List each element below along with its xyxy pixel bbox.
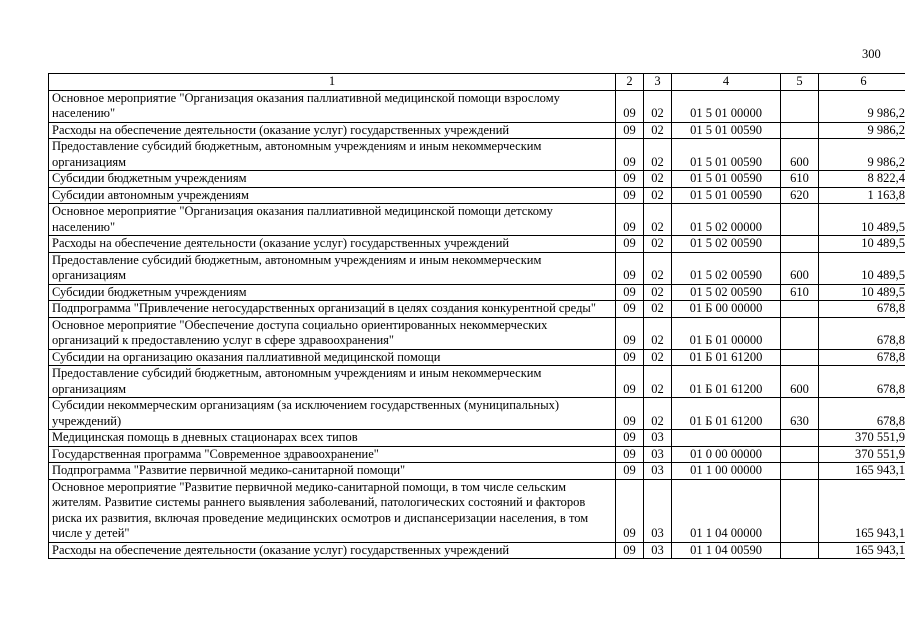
row-expense-type: 620 (781, 187, 819, 204)
table-row (49, 236, 905, 253)
row-name: Субсидии бюджетным учреждениям (49, 171, 616, 188)
row-section: 09 (616, 284, 644, 301)
row-expense-type: 610 (781, 171, 819, 188)
row-target-code: 01 5 01 00590 (672, 187, 781, 204)
row-name: Основное мероприятие "Развитие первичной медико-санитарной помощи, в том числе сельским жителям. Развитие системы раннего выявления заболеваний, патологических состояний и факторов риска их развития, включая проведение медицинских осмотров и диспансеризации населения, в том числе у детей" (49, 479, 616, 542)
row-amount: 10 489,5 (819, 236, 905, 253)
row-section: 09 (616, 317, 644, 349)
row-expense-type: 600 (781, 366, 819, 398)
row-subsection: 02 (644, 90, 672, 122)
row-section: 09 (616, 252, 644, 284)
row-name: Расходы на обеспечение деятельности (оказание услуг) государственных учреждений (49, 236, 616, 253)
header-col-3: 3 (644, 74, 672, 91)
row-section: 09 (616, 430, 644, 447)
row-section: 09 (616, 446, 644, 463)
row-expense-type (781, 301, 819, 318)
row-section: 09 (616, 463, 644, 480)
row-amount: 678,8 (819, 349, 905, 366)
row-amount: 10 489,5 (819, 204, 905, 236)
row-target-code: 01 Б 00 00000 (672, 301, 781, 318)
row-amount: 9 986,2 (819, 139, 905, 171)
row-section: 09 (616, 542, 644, 559)
table-row (49, 187, 905, 204)
row-amount: 1 163,8 (819, 187, 905, 204)
table-row (49, 542, 905, 559)
row-subsection: 02 (644, 252, 672, 284)
row-target-code: 01 Б 01 61200 (672, 366, 781, 398)
row-expense-type (781, 479, 819, 542)
row-name: Предоставление субсидий бюджетным, автономным учреждениям и иным некоммерческим организациям (49, 252, 616, 284)
row-expense-type: 600 (781, 252, 819, 284)
row-amount: 370 551,9 (819, 446, 905, 463)
row-section: 09 (616, 187, 644, 204)
row-name: Медицинская помощь в дневных стационарах всех типов (49, 430, 616, 447)
row-name: Субсидии автономным учреждениям (49, 187, 616, 204)
row-name: Субсидии на организацию оказания паллиативной медицинской помощи (49, 349, 616, 366)
row-expense-type (781, 446, 819, 463)
table-row (49, 204, 905, 236)
row-name: Подпрограмма "Развитие первичной медико-санитарной помощи" (49, 463, 616, 480)
header-col-1: 1 (49, 74, 616, 91)
table-row (49, 284, 905, 301)
row-expense-type (781, 430, 819, 447)
row-name: Расходы на обеспечение деятельности (оказание услуг) государственных учреждений (49, 122, 616, 139)
row-amount: 678,8 (819, 317, 905, 349)
table-row (49, 366, 905, 398)
row-section: 09 (616, 236, 644, 253)
row-amount: 678,8 (819, 366, 905, 398)
row-subsection: 03 (644, 446, 672, 463)
row-expense-type (781, 236, 819, 253)
row-section: 09 (616, 479, 644, 542)
row-subsection: 03 (644, 479, 672, 542)
row-name: Основное мероприятие "Обеспечение доступа социально ориентированных некоммерческих организаций к предоставлению услуг в сфере здравоохранения" (49, 317, 616, 349)
table-row (49, 122, 905, 139)
table-row (49, 430, 905, 447)
row-target-code: 01 Б 01 61200 (672, 398, 781, 430)
row-section: 09 (616, 349, 644, 366)
header-col-6: 6 (819, 74, 905, 91)
row-expense-type (781, 463, 819, 480)
row-amount: 678,8 (819, 301, 905, 318)
row-name: Основное мероприятие "Организация оказания паллиативной медицинской помощи детскому населению" (49, 204, 616, 236)
row-target-code: 01 1 00 00000 (672, 463, 781, 480)
table-row (49, 139, 905, 171)
row-section: 09 (616, 204, 644, 236)
row-name: Расходы на обеспечение деятельности (оказание услуг) государственных учреждений (49, 542, 616, 559)
row-subsection: 02 (644, 317, 672, 349)
row-expense-type: 600 (781, 139, 819, 171)
row-target-code: 01 Б 01 61200 (672, 349, 781, 366)
row-subsection: 02 (644, 366, 672, 398)
row-expense-type (781, 317, 819, 349)
row-subsection: 02 (644, 171, 672, 188)
row-section: 09 (616, 398, 644, 430)
table-row (49, 463, 905, 480)
row-target-code: 01 1 04 00590 (672, 542, 781, 559)
row-subsection: 02 (644, 398, 672, 430)
row-target-code: 01 5 01 00590 (672, 122, 781, 139)
table-row (49, 349, 905, 366)
row-section: 09 (616, 171, 644, 188)
row-subsection: 02 (644, 284, 672, 301)
table-row (49, 90, 905, 122)
row-name: Основное мероприятие "Организация оказания паллиативной медицинской помощи взрослому населению" (49, 90, 616, 122)
row-expense-type: 630 (781, 398, 819, 430)
row-subsection: 02 (644, 349, 672, 366)
row-subsection: 02 (644, 122, 672, 139)
row-target-code: 01 1 04 00000 (672, 479, 781, 542)
row-expense-type (781, 542, 819, 559)
page-number: 300 (862, 47, 881, 61)
table-row (49, 479, 905, 542)
row-subsection: 02 (644, 187, 672, 204)
row-section: 09 (616, 122, 644, 139)
row-section: 09 (616, 139, 644, 171)
row-subsection: 02 (644, 204, 672, 236)
row-name: Предоставление субсидий бюджетным, автономным учреждениям и иным некоммерческим организациям (49, 139, 616, 171)
table-row (49, 171, 905, 188)
row-amount: 678,8 (819, 398, 905, 430)
row-target-code (672, 430, 781, 447)
row-name: Подпрограмма "Привлечение негосударственных организаций в целях создания конкурентной среды" (49, 301, 616, 318)
row-target-code: 01 5 02 00590 (672, 252, 781, 284)
header-col-2: 2 (616, 74, 644, 91)
row-section: 09 (616, 90, 644, 122)
table-row (49, 252, 905, 284)
row-amount: 165 943,1 (819, 479, 905, 542)
row-subsection: 03 (644, 542, 672, 559)
table-header-row (49, 74, 905, 91)
row-amount: 10 489,5 (819, 284, 905, 301)
table-row (49, 398, 905, 430)
row-target-code: 01 5 01 00590 (672, 171, 781, 188)
budget-table (48, 73, 905, 559)
row-subsection: 03 (644, 430, 672, 447)
table-row (49, 317, 905, 349)
row-target-code: 01 5 02 00000 (672, 204, 781, 236)
row-target-code: 01 0 00 00000 (672, 446, 781, 463)
row-name: Предоставление субсидий бюджетным, автономным учреждениям и иным некоммерческим организациям (49, 366, 616, 398)
table-row (49, 446, 905, 463)
row-section: 09 (616, 301, 644, 318)
row-expense-type (781, 122, 819, 139)
row-name: Государственная программа "Современное здравоохранение" (49, 446, 616, 463)
row-target-code: 01 5 02 00590 (672, 284, 781, 301)
row-amount: 165 943,1 (819, 463, 905, 480)
row-target-code: 01 Б 01 00000 (672, 317, 781, 349)
row-amount: 8 822,4 (819, 171, 905, 188)
row-subsection: 02 (644, 236, 672, 253)
row-amount: 10 489,5 (819, 252, 905, 284)
row-name: Субсидии бюджетным учреждениям (49, 284, 616, 301)
row-expense-type (781, 90, 819, 122)
row-subsection: 03 (644, 463, 672, 480)
row-subsection: 02 (644, 301, 672, 318)
row-target-code: 01 5 01 00590 (672, 139, 781, 171)
row-target-code: 01 5 02 00590 (672, 236, 781, 253)
row-subsection: 02 (644, 139, 672, 171)
header-col-5: 5 (781, 74, 819, 91)
row-target-code: 01 5 01 00000 (672, 90, 781, 122)
row-amount: 370 551,9 (819, 430, 905, 447)
row-section: 09 (616, 366, 644, 398)
table-row (49, 301, 905, 318)
row-amount: 165 943,1 (819, 542, 905, 559)
row-expense-type (781, 349, 819, 366)
row-name: Субсидии некоммерческим организациям (за исключением государственных (муниципальных) учреждений) (49, 398, 616, 430)
row-expense-type: 610 (781, 284, 819, 301)
header-col-4: 4 (672, 74, 781, 91)
row-amount: 9 986,2 (819, 122, 905, 139)
row-expense-type (781, 204, 819, 236)
row-amount: 9 986,2 (819, 90, 905, 122)
